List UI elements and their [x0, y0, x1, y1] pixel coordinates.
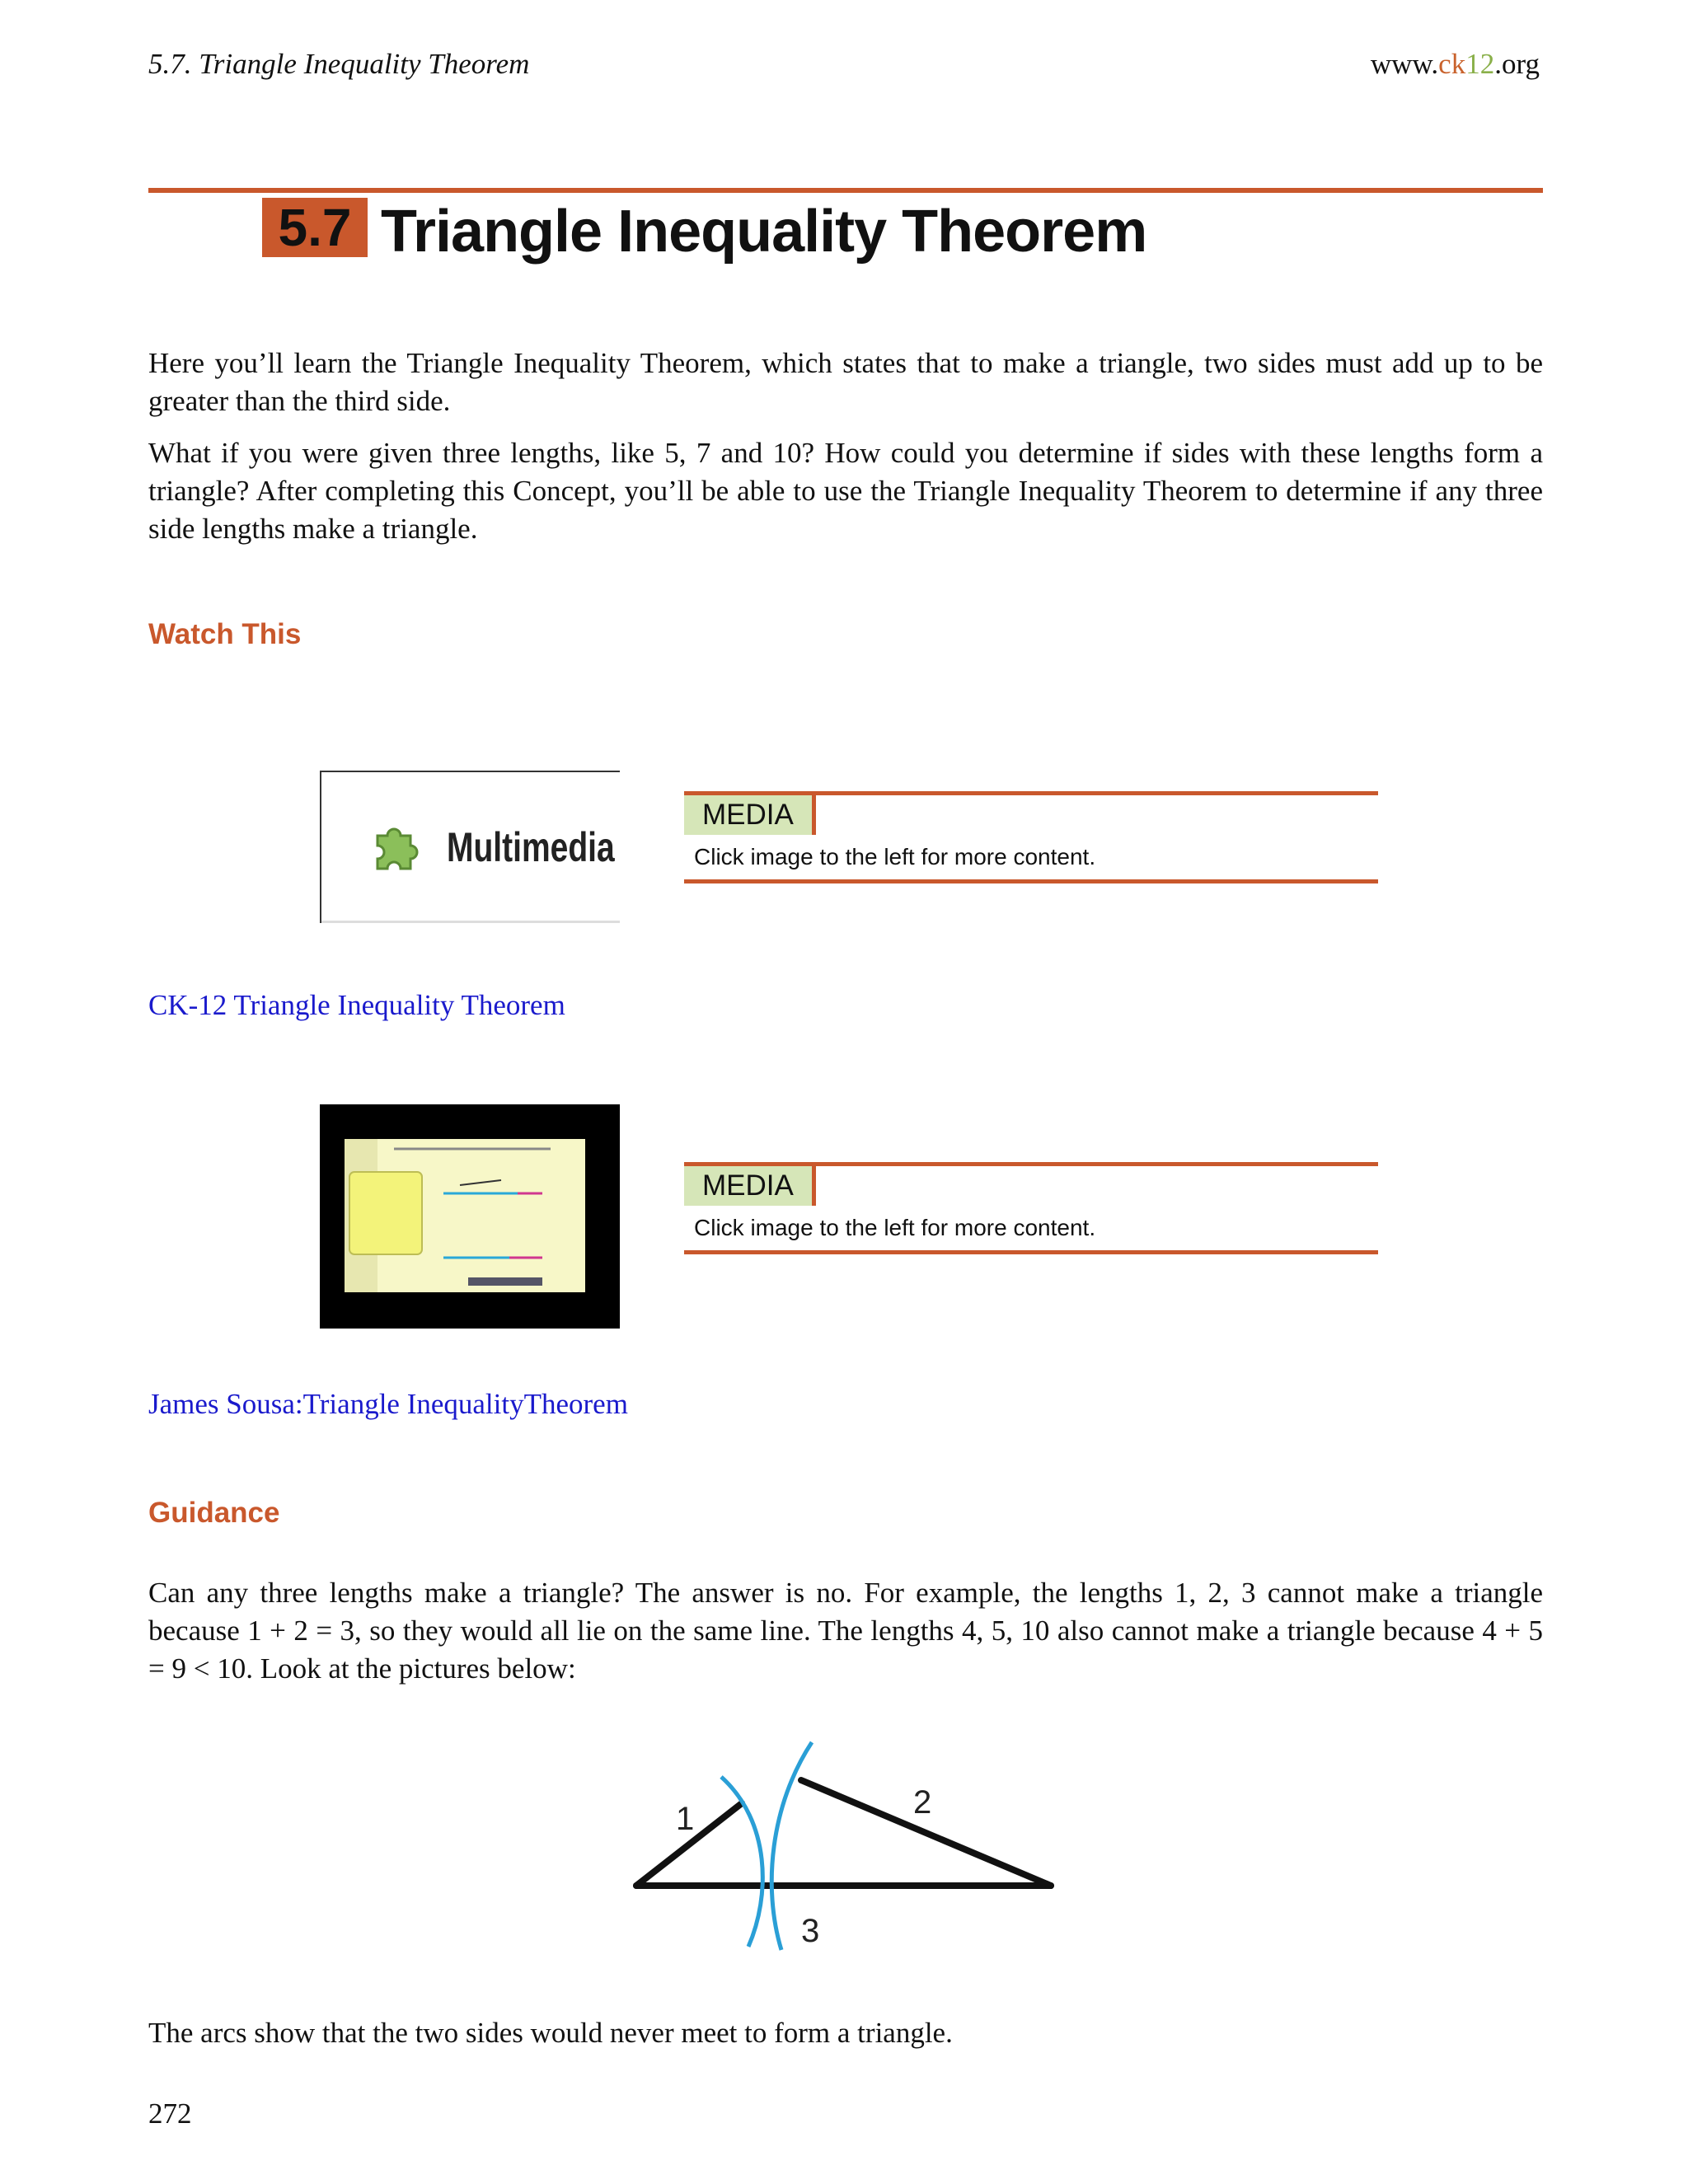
puzzle-piece-icon	[363, 818, 429, 883]
page-number: 272	[148, 2097, 192, 2130]
video-preview-illustration	[345, 1139, 585, 1292]
media-box-2	[684, 1162, 1378, 1254]
chapter-title: Triangle Inequality Theorem	[381, 199, 1147, 265]
guidance-paragraph-1: Can any three lengths make a triangle? The answer is no. For example, the lengths 1, 2, 3 cannot make a triangle because 1 + 2 = 3, so they would all lie on the same line. The lengths 4, 5, 10 also cannot make a triangle because 4 + 5 = 9 < 10. Look at the pictures below:	[148, 1577, 1543, 1685]
url-ck: ck	[1438, 48, 1466, 80]
media-tag: MEDIA	[684, 1166, 816, 1206]
thumbnail-shadow	[321, 921, 620, 923]
label-side-3: 3	[801, 1913, 820, 1949]
url-12: 12	[1465, 48, 1495, 80]
running-head: 5.7. Triangle Inequality Theorem	[148, 48, 530, 80]
url-prefix: www.	[1370, 48, 1439, 80]
media-bottom-rule	[684, 879, 1378, 883]
chapter-number: 5.7	[262, 198, 368, 257]
ck12-video-link[interactable]: CK-12 Triangle Inequality Theorem	[148, 989, 565, 1021]
multimedia-label: Multimedia	[447, 824, 615, 870]
url-suffix: .org	[1494, 48, 1540, 80]
media-tag: MEDIA	[684, 795, 816, 835]
sousa-video-link[interactable]: James Sousa:Triangle InequalityTheorem	[148, 1388, 628, 1420]
media-bottom-rule	[684, 1250, 1378, 1254]
multimedia-thumbnail[interactable]	[320, 771, 620, 923]
intro-paragraph-2: What if you were given three lengths, like 5, 7 and 10? How could you determine if sides with these lengths form a triangle? After completing this Concept, you’ll be able to use the Triangle Inequality Theorem to determine if any three side lengths make a triangle.	[148, 437, 1543, 545]
watch-this-heading: Watch This	[148, 618, 302, 650]
guidance-heading: Guidance	[148, 1497, 280, 1529]
video-thumbnail[interactable]	[320, 1104, 620, 1329]
site-url[interactable]	[1371, 48, 1540, 81]
media-caption: Click image to the left for more content.	[694, 844, 1096, 869]
intro-paragraph-1: Here you’ll learn the Triangle Inequality Theorem, which states that to make a triangle, two sides must add up to be greater than the third side.	[148, 347, 1543, 417]
label-side-2: 2	[913, 1784, 932, 1821]
video-screen	[345, 1139, 585, 1292]
arc-left	[721, 1777, 762, 1947]
chapter-rule	[148, 188, 1543, 193]
media-box-1	[684, 791, 1378, 883]
label-side-1: 1	[676, 1801, 695, 1837]
triangle-arcs-diagram	[626, 1731, 1063, 1961]
media-caption: Click image to the left for more content.	[694, 1215, 1096, 1240]
guidance-paragraph-2: The arcs show that the two sides would never meet to form a triangle.	[148, 2017, 953, 2049]
